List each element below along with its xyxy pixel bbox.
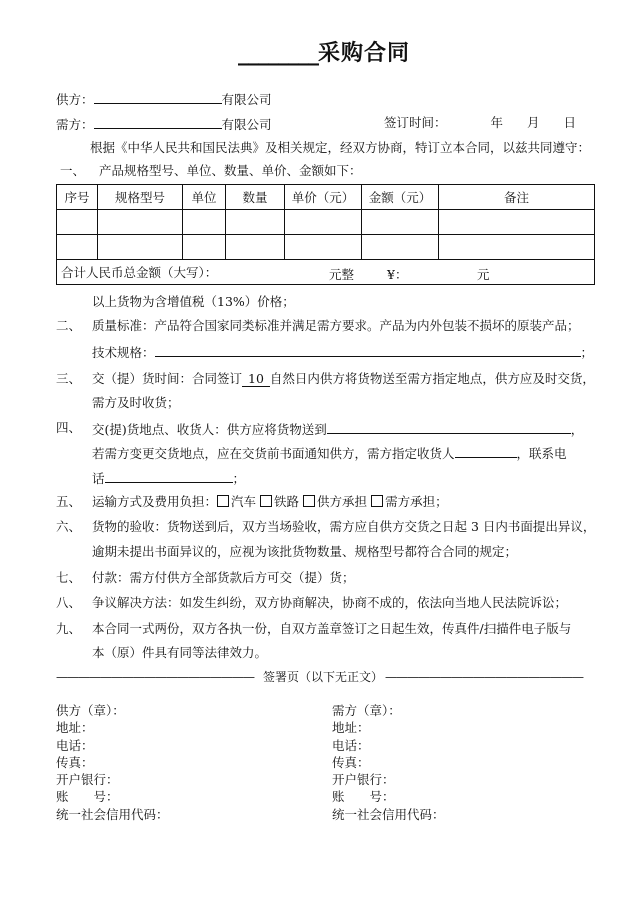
delivery-time-text-b: 自然日内供方将货物送至需方指定地点，供方应及时交货， [269,371,595,386]
header-cell: 序号 [57,185,98,210]
section-4-line3 [92,469,245,487]
delivery-time-text-a: 交（提）货时间：合同签订 [92,371,243,386]
buyer-bank-field[interactable]: 开户银行： [332,772,395,788]
section-9-line2: 本（原）件具有同等法律效力。 [92,645,268,660]
total-yen: ¥： [387,267,408,282]
divider-center: 签署页（以下无正文） [263,670,384,684]
section-8-num: 八、 [56,595,82,610]
section-2-line1: 质量标准：产品符合国家同类标准并满足需方要求。产品为内外包装不损坏的原装产品； [92,318,580,333]
total-yuan: 元 [477,267,490,282]
tax-note: 以上货物为含增值税（13%）价格； [92,294,295,309]
contact-phone-text: ，联系电 [516,446,567,461]
total-cell [57,260,595,285]
supplier-pays-checkbox[interactable] [303,495,315,507]
section-7-num: 七、 [56,570,82,585]
section-6-line2: 逾期未提出书面异议的，应视为该批货物数量、规格型号都符合合同的规定； [92,544,518,559]
buyer-pays-option: 需方承担； [385,494,448,509]
tech-spec-label: 技术规格： [92,345,155,360]
table-cell[interactable] [57,210,98,235]
section-3-line2: 需方及时收货； [92,395,180,410]
buyer-fax-field[interactable]: 传真： [332,754,370,770]
sign-time [384,115,576,131]
total-yuanzheng: 元整 [329,267,355,282]
section-1-num: 一、 [60,163,86,178]
section-4-line2 [92,444,567,462]
section-3-line1 [92,371,595,387]
section-2-num: 二、 [56,318,82,333]
section-5-num: 五、 [56,494,82,509]
truck-checkbox[interactable] [217,495,229,507]
signature-divider [56,668,590,685]
section-6-line1: 货物的验收：货物送到后，双方当场验收，需方应自供方交货之日起 3 日内书面提出异议， [92,519,596,534]
supplier-seal-field[interactable]: 供方（章）： [56,703,125,718]
table-cell[interactable] [362,235,439,260]
total-label: 合计人民币总金额（大写）： [61,265,218,280]
receiver-text: 若需方变更交货地点，应在交货前书面通知供方，需方指定收货人 [92,446,455,461]
buyer-signature-block [332,702,445,823]
sign-time-label: 签订时间： [384,115,447,130]
section-4-num: 四、 [56,420,82,435]
divider-right: —————————————————— [385,669,584,684]
title-blank[interactable]: ________ [238,40,318,66]
supplier-line [56,90,272,108]
buyer-phone-field[interactable]: 电话： [332,737,370,753]
header-cell: 单位 [183,185,226,210]
section-1-text: 产品规格型号、单位、数量、单价、金额如下： [99,163,362,178]
phone-end: ； [232,471,246,486]
table-cell[interactable] [183,210,226,235]
buyer-address-field[interactable]: 地址： [332,720,370,736]
table-cell[interactable] [98,210,183,235]
section-8-text: 争议解决方法：如发生纠纷，双方协商解决，协商不成的，依法向当地人民法院诉讼； [92,595,568,610]
contract-title [238,36,410,67]
table-row [57,235,595,260]
table-cell[interactable] [362,210,439,235]
header-cell: 数量 [226,185,285,210]
table-header-row [57,185,595,210]
supplier-account-field[interactable]: 账 号： [56,789,119,805]
delivery-days-field[interactable]: 10 [242,371,270,387]
delivery-place-text: 交(提)货地点、收货人：供方应将货物送到 [92,422,327,437]
buyer-line [56,115,272,133]
section-6-num: 六、 [56,519,82,534]
table-cell[interactable] [285,210,362,235]
buyer-account-field[interactable]: 账 号： [332,789,395,805]
buyer-suffix: 有限公司 [221,117,272,132]
transport-label: 运输方式及费用负担： [92,494,218,509]
header-cell: 金额（元） [362,185,439,210]
section-5-line [92,494,448,510]
tech-spec-end: ； [580,345,594,360]
sign-year: 年 [490,115,504,130]
supplier-credit-code-field[interactable]: 统一社会信用代码： [56,806,169,822]
supplier-signature-block [56,702,169,823]
buyer-pays-checkbox[interactable] [371,495,383,507]
table-cell[interactable] [285,235,362,260]
supplier-label: 供方： [56,92,94,107]
table-cell[interactable] [439,235,595,260]
table-cell[interactable] [57,235,98,260]
phone-label: 话 [92,471,105,486]
supplier-suffix: 有限公司 [221,92,272,107]
section-1-heading [60,163,362,179]
header-cell: 备注 [439,185,595,210]
header-cell: 单价（元） [285,185,362,210]
table-cell[interactable] [226,210,285,235]
rail-option: 铁路 [274,494,300,509]
delivery-place-end: ， [570,422,584,437]
title-text: 采购合同 [318,40,411,66]
supplier-fax-field[interactable]: 传真： [56,754,94,770]
supplier-address-field[interactable]: 地址： [56,720,94,736]
section-4-line1 [92,420,583,438]
table-cell[interactable] [98,235,183,260]
section-9-line1: 本合同一式两份，双方各执一份，自双方盖章签订之日起生效，传真件/扫描件电子版与 [92,621,572,636]
supplier-pays-option: 供方承担 [317,494,368,509]
section-7-text: 付款：需方付供方全部货款后方可交（提）货； [92,570,355,585]
divider-left: —————————————————— [56,669,254,684]
table-row [57,210,595,235]
items-table [56,184,595,285]
buyer-seal-field[interactable]: 需方（章）： [332,703,401,718]
table-total-row [57,260,595,285]
supplier-phone-field[interactable]: 电话： [56,737,94,753]
section-2-line2 [92,343,593,361]
buyer-label: 需方： [56,117,94,132]
header-cell: 规格型号 [98,185,183,210]
intro-text: 根据《中华人民共和国民法典》及相关规定，经双方协商，特订立本合同，以兹共同遵守： [90,140,591,155]
rail-checkbox[interactable] [260,495,272,507]
buyer-name-field[interactable] [94,115,222,129]
delivery-place-field[interactable] [327,420,571,434]
supplier-name-field[interactable] [94,90,222,104]
tech-spec-field[interactable] [155,343,581,357]
section-9-num: 九、 [56,621,82,636]
sign-day: 日 [563,115,577,130]
table-cell[interactable] [183,235,226,260]
sign-month: 月 [527,115,540,130]
receiver-field[interactable] [455,444,517,458]
section-3-num: 三、 [56,371,82,386]
supplier-bank-field[interactable]: 开户银行： [56,772,119,788]
buyer-credit-code-field[interactable]: 统一社会信用代码： [332,806,445,822]
truck-option: 汽车 [231,494,257,509]
table-cell[interactable] [439,210,595,235]
phone-field[interactable] [105,469,233,483]
table-cell[interactable] [226,235,285,260]
